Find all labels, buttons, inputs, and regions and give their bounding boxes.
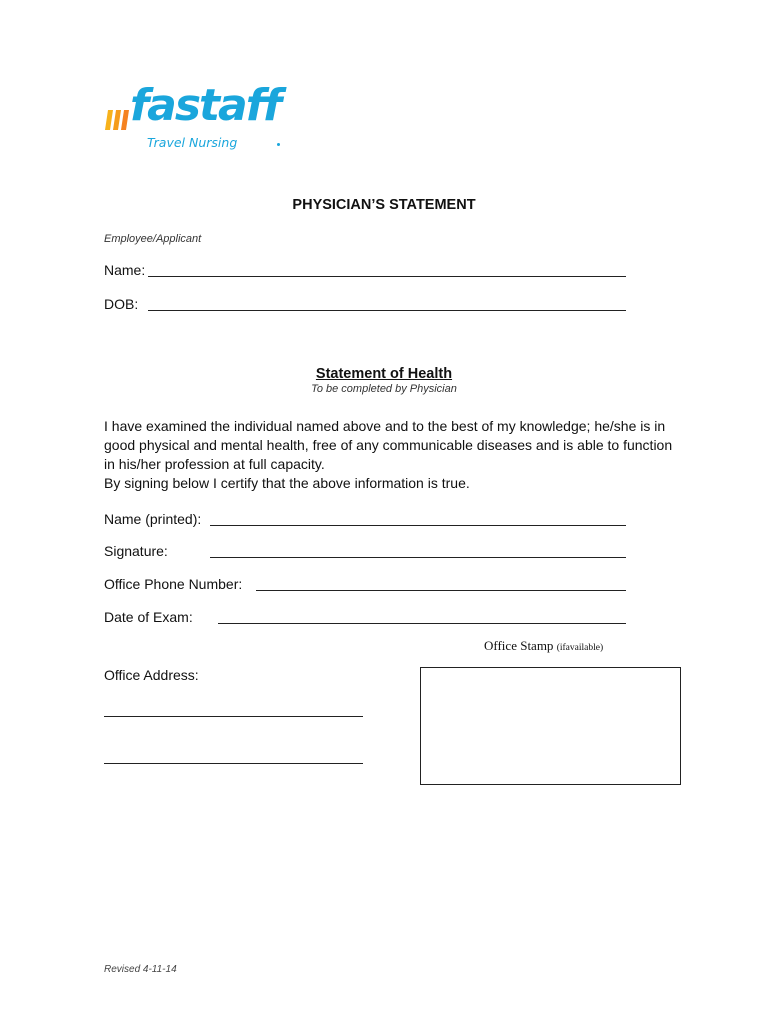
office-stamp-label — [484, 638, 603, 654]
date-of-exam-label: Date of Exam: — [104, 609, 193, 625]
section-heading-text: Statement of Health — [315, 366, 453, 382]
name-field-line[interactable] — [148, 276, 626, 277]
office-stamp-note: (ifavailable) — [556, 643, 604, 653]
dob-field-label: DOB: — [104, 296, 139, 312]
signature-label: Signature: — [104, 543, 168, 559]
name-field-label: Name: — [104, 262, 146, 278]
office-address-line-2[interactable] — [104, 763, 363, 764]
name-printed-label: Name (printed): — [104, 511, 202, 527]
office-stamp-box[interactable] — [420, 667, 681, 785]
section-heading — [0, 366, 768, 382]
office-phone-label: Office Phone Number: — [104, 576, 243, 592]
employee-caption: Employee/Applicant — [104, 233, 202, 245]
section-subheading: To be completed by Physician — [311, 383, 457, 395]
office-phone-line[interactable] — [256, 590, 626, 591]
logo-brand: fastaff — [130, 80, 281, 131]
date-of-exam-line[interactable] — [218, 623, 626, 624]
office-stamp-text: Office Stamp — [484, 638, 554, 653]
revision-date: Revised 4-11-14 — [104, 964, 177, 975]
signature-line[interactable] — [210, 557, 626, 558]
office-address-label: Office Address: — [104, 667, 199, 683]
name-printed-line[interactable] — [210, 525, 626, 526]
certify-text: By signing below I certify that the above information is true. — [104, 475, 470, 491]
logo-dot — [277, 143, 280, 146]
statement-paragraph — [104, 417, 684, 493]
office-address-line-1[interactable] — [104, 716, 363, 717]
company-logo — [104, 80, 284, 156]
dob-field-line[interactable] — [148, 310, 626, 311]
page-title: PHYSICIAN’S STATEMENT — [292, 197, 476, 213]
logo-tagline: Travel Nursing — [147, 135, 238, 150]
statement-text: I have examined the individual named above and to the best of my knowledge; he/she is in good physical and mental health, free of any communicable diseases and is able to function in his/her profession at full capacity. — [104, 418, 673, 472]
